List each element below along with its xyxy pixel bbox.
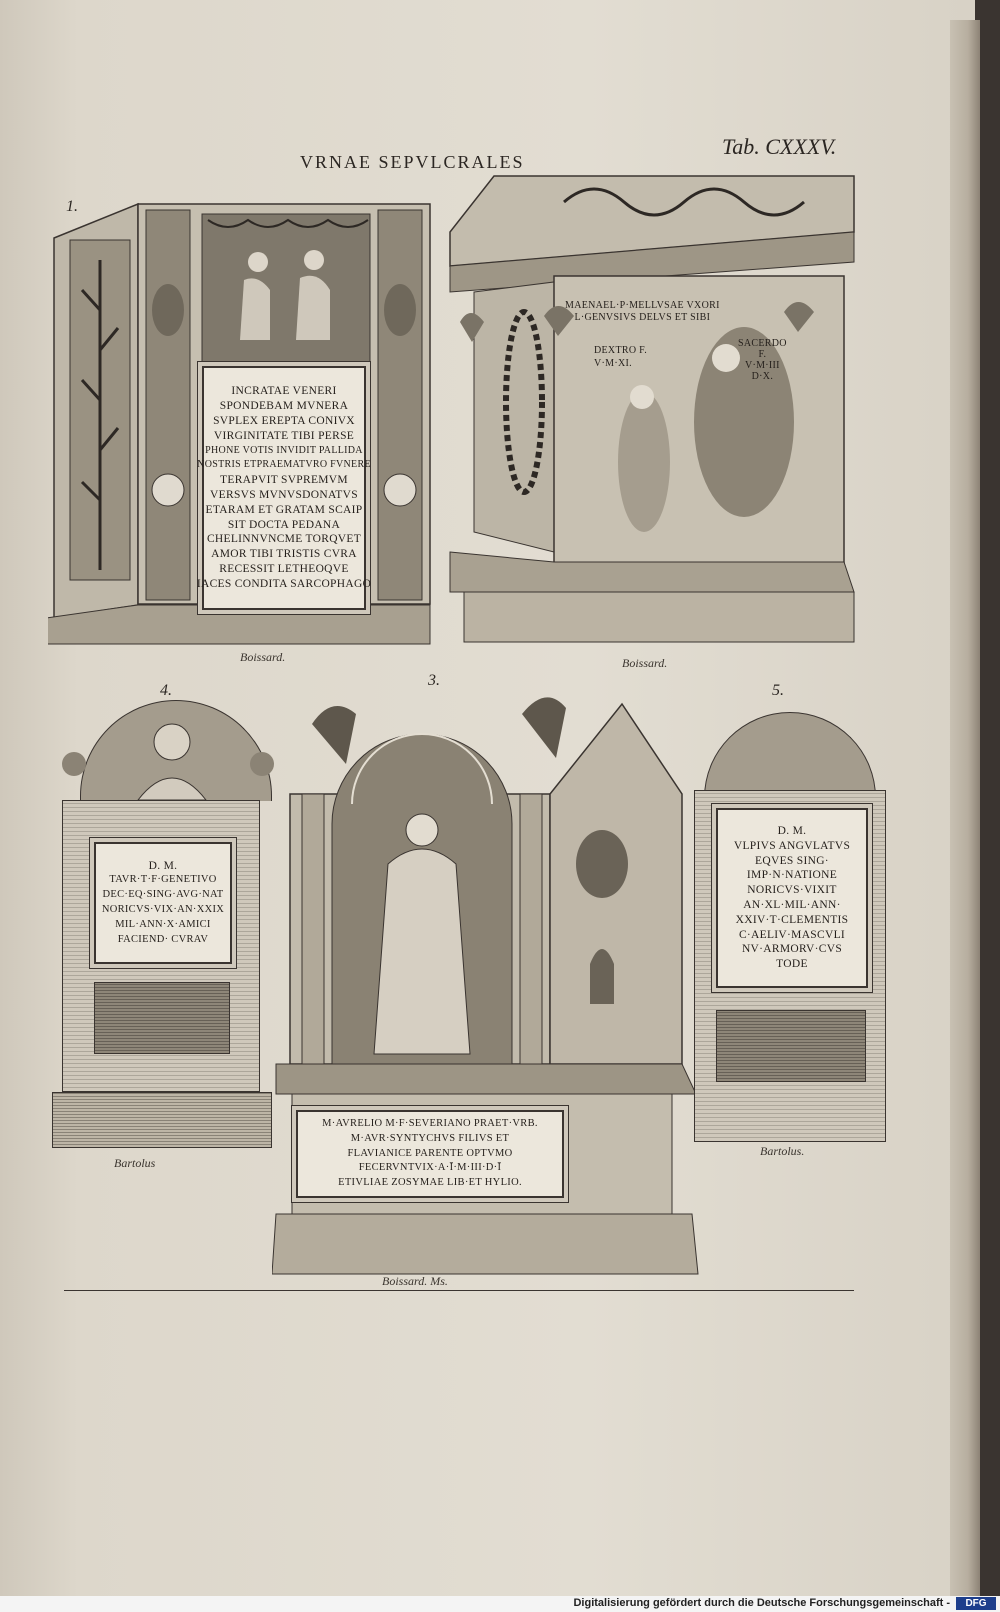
- figure-2-right-note: [738, 338, 787, 382]
- note-line: SACERDO: [738, 338, 787, 349]
- figure-3-signature: Boissard. Ms.: [382, 1274, 448, 1288]
- inscription-line: FECERVNTVIX·A·Ī·M·III·D·Ī: [358, 1162, 502, 1174]
- urn-2-drawing: [444, 172, 864, 652]
- inscription-line: SPONDEBAM MVNERA: [219, 400, 349, 413]
- inscription-line: PHONE VOTIS INVIDIT PALLIDA: [205, 444, 363, 456]
- figure-2-left-note: [594, 344, 647, 370]
- inscription-line: NOSTRIS ETPRAEMATVRO FVNERE: [197, 459, 371, 471]
- inscription-line: L·GENVSIVS DELVS ET SIBI: [574, 312, 711, 323]
- inscription-line: AN·XL·MIL·ANN·: [743, 899, 841, 911]
- inscription-line: IMP·N·NATIONE: [746, 869, 838, 882]
- dfg-logo: DFG: [956, 1597, 996, 1610]
- inscription-line: VIRGINITATE TIBI PERSE: [213, 429, 355, 442]
- inscription-line: DEC·EQ·SING·AVG·NAT: [102, 889, 224, 901]
- inscription-line: EQVES SING·: [755, 854, 829, 867]
- inscription-line: XXIV·T·CLEMENTIS: [735, 913, 849, 926]
- inscription-line: ETIVLIAE ZOSYMAE LIB·ET HYLIO.: [338, 1177, 522, 1189]
- inscription-line: FACIEND· CVRAV: [117, 933, 209, 945]
- inscription-line: VERSVS MVNVSDONATVS: [210, 489, 358, 501]
- inscription-line: M·AVRELIO M·F·SEVERIANO PRAET·VRB.: [322, 1118, 538, 1129]
- note-line: D·X.: [751, 371, 774, 382]
- note-line: V·M·XI.: [594, 358, 632, 369]
- inscription-line: FLAVIANICE PARENTE OPTVMO: [347, 1147, 513, 1159]
- inscription-line: CHELINNVNCME TORQVET: [206, 533, 362, 546]
- inscription-line: D. M.: [777, 825, 807, 838]
- figure-1-number: 1.: [66, 198, 78, 215]
- note-line: F.: [758, 349, 767, 360]
- inscription-line: AMOR TIBI TRISTIS CVRA: [211, 548, 357, 561]
- inscription-line: RECESSIT LETHEOQVE: [219, 562, 349, 575]
- figure-2-inscription: [565, 300, 720, 324]
- page-edge: [950, 20, 980, 1600]
- note-line: V·M·III: [744, 360, 780, 371]
- figure-1-inscription: [196, 366, 372, 610]
- figure-5-inscription: [716, 808, 868, 988]
- inscription-line: NORICVS·VIXIT: [747, 884, 837, 897]
- figure-5-number: 5.: [772, 682, 784, 699]
- inscription-line: D. M.: [148, 859, 178, 872]
- inscription-line: MAENAEL·P·MELLVSAE VXORI: [565, 300, 720, 311]
- figure-3-number: 3.: [428, 672, 440, 689]
- figure-4-number: 4.: [160, 682, 172, 699]
- horses-relief: [94, 982, 230, 1054]
- figure-4-base: [52, 1092, 272, 1148]
- inscription-line: NORICVS·VIX·AN·XXIX: [101, 904, 225, 915]
- inscription-line: TERAPVIT SVPREMVM: [220, 474, 348, 487]
- figure-1-signature: Boissard.: [240, 650, 286, 664]
- inscription-line: MIL·ANN·X·AMICI: [115, 918, 211, 930]
- inscription-line: IACES CONDITA SARCOPHAGO: [196, 577, 372, 590]
- inscription-line: NV·ARMORV·CVS: [741, 943, 843, 956]
- note-line: DEXTRO F.: [594, 345, 648, 356]
- inscription-line: VLPIVS ANGVLATVS: [733, 839, 851, 852]
- inscription-line: ETARAM ET GRATAM SCAIP: [205, 503, 363, 516]
- plate-number: Tab. CXXXV.: [722, 134, 837, 159]
- inscription-line: SVPLEX EREPTA CONIVX: [213, 415, 355, 428]
- inscription-line: C·AELIV·MASCVLI: [738, 928, 846, 941]
- bottom-rule: [64, 1290, 854, 1291]
- inscription-line: SIT DOCTA PEDANA: [227, 518, 341, 531]
- inscription-line: M·AVR·SYNTYCHVS FILIVS ET: [350, 1132, 510, 1144]
- inscription-line: TODE: [776, 958, 808, 971]
- figure-4-inscription: [94, 842, 232, 964]
- figure-4-signature: Bartolus: [114, 1156, 156, 1170]
- figure-3-inscription: [296, 1110, 564, 1198]
- inscription-line: INCRATAE VENERI: [231, 385, 337, 398]
- inscription-line: TAVR·T·F·GENETIVO: [109, 874, 217, 886]
- digitization-footer: [0, 1596, 1000, 1612]
- horseman-relief: [716, 1010, 866, 1082]
- figure-5-signature: Bartolus.: [760, 1144, 805, 1158]
- footer-credit: Digitalisierung gefördert durch die Deutsche Forschungsgemeinschaft -: [573, 1597, 950, 1609]
- figure-2-signature: Boissard.: [622, 656, 668, 670]
- running-title: VRNAE SEPVLCRALES: [300, 152, 525, 172]
